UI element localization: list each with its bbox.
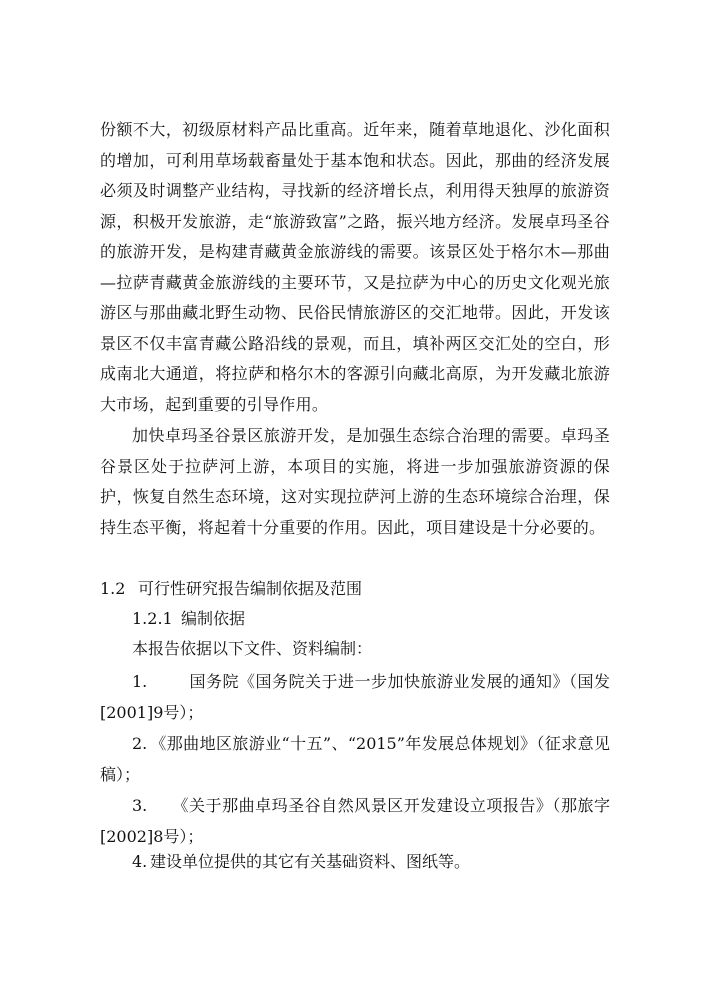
subsection-title: 编制依据 <box>181 609 246 628</box>
basis-item-text: 《关于那曲卓玛圣谷自然风景区开发建设立项报告》（那旅字[2002]8号）； <box>100 796 610 846</box>
basis-item-4 <box>100 846 610 877</box>
subsection-number: 1.2.1 <box>132 609 173 628</box>
basis-item-2 <box>100 728 610 790</box>
body-paragraph-2: 加快卓玛圣谷景区旅游开发，是加强生态综合治理的需要。卓玛圣谷景区处于拉萨河上游，本项目的实施，将进一步加强旅游资源的保护，恢复自然生态环境，这对实现拉萨河上游的生态环境综合治理，保持生态平衡，将起着十分重要的作用。因此，项目建设是十分必要的。 <box>100 426 610 537</box>
basis-item-number: 4. <box>132 852 148 871</box>
basis-item-text: 《那曲地区旅游业“十五”、“2015”年发展总体规划》（征求意见稿）； <box>100 734 610 784</box>
basis-item-number: 2. <box>132 734 148 753</box>
basis-item-1 <box>100 666 610 728</box>
basis-intro: 本报告依据以下文件、资料编制： <box>132 639 373 658</box>
basis-item-number: 3. <box>132 796 148 815</box>
basis-item-number: 1. <box>132 672 148 691</box>
body-paragraph-1: 份额不大，初级原材料产品比重高。近年来，随着草地退化、沙化面积的增加，可利用草场载畜量处于基本饱和状态。因此，那曲的经济发展必须及时调整产业结构，寻找新的经济增长点，利用得天独厚的旅游资源，积极开发旅游，走“旅游致富”之路，振兴地方经济。发展卓玛圣谷的旅游开发，是构建青藏黄金旅游线的需要。该景区处于格尔木—那曲—拉萨青藏黄金旅游线的主要环节，又是拉萨为中心的历史文化观光旅游区与那曲藏北野生动物、民俗民情旅游区的交汇地带。因此，开发该景区不仅丰富青藏公路沿线的景观，而且，填补两区交汇处的空白，形成南北大通道，将拉萨和格尔木的客源引向藏北高原，为开发藏北旅游大市场，起到重要的引导作用。 <box>100 120 610 414</box>
section-title: 可行性研究报告编制依据及范围 <box>138 579 363 598</box>
basis-item-3 <box>100 790 610 852</box>
basis-item-text: 建设单位提供的其它有关基础资料、图纸等。 <box>150 852 471 871</box>
subsection-heading <box>132 604 245 634</box>
section-number: 1.2 <box>100 579 126 598</box>
basis-item-text: 国务院《国务院关于进一步加快旅游业发展的通知》（国发[2001]9号）； <box>100 672 610 722</box>
section-heading <box>100 574 362 604</box>
